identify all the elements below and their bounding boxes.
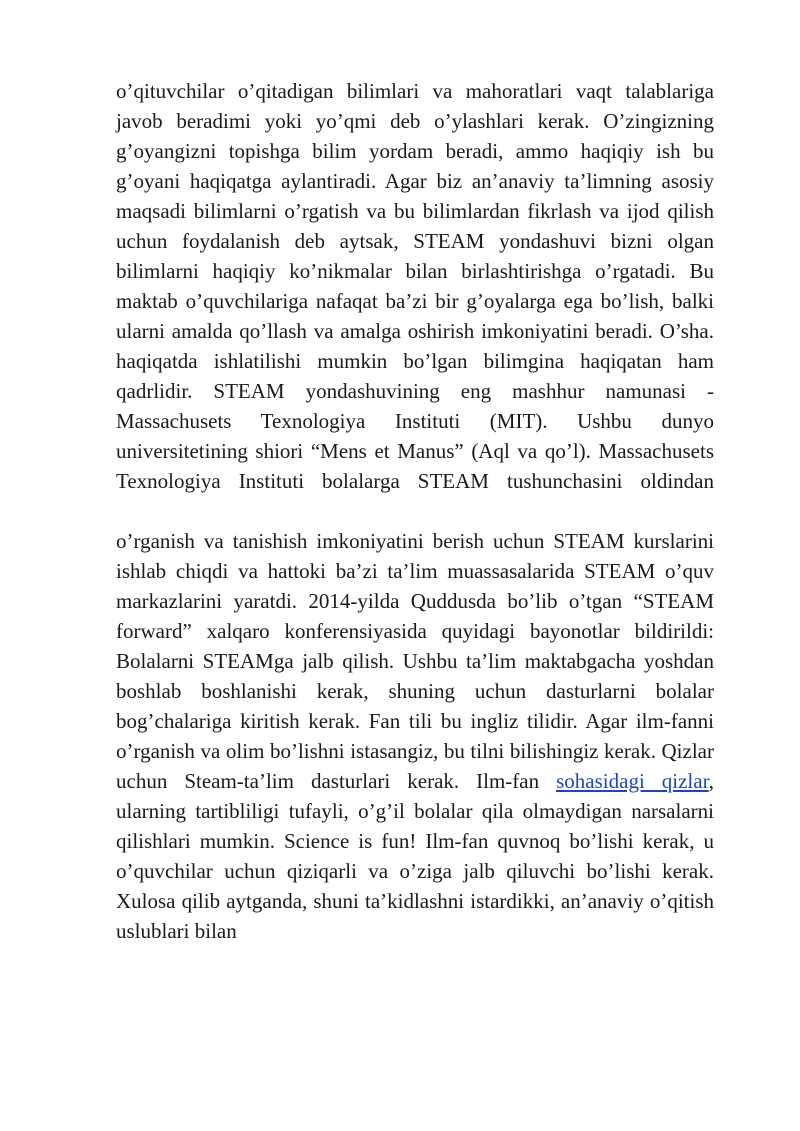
sohasidagi-qizlar-link[interactable]: sohasidagi qizlar [556,769,709,793]
paragraph-2-text-after-link: , ularning tartibliligi tufayli, o’g’il bolalar qila olmaydigan narsalarni qilishlari mumkin. Science is fun! Ilm-fan quvnoq bo’lishi kerak, u o’quvchilar uchun qiziqarli va o’ziga jalb qiluvchi bo’lishi kerak. Xulosa qilib aytganda, shuni ta’kidlashni istardikki, an’anaviy o’qitish uslublari bilan [116,769,714,943]
document-page [116,76,714,946]
paragraph-2-text-before-link: o’rganish va tanishish imkoniyatini berish uchun STEAM kurslarini ishlab chiqdi va hattoki ba’zi ta’lim muassasalarida STEAM o’quv markazlarini yaratdi. 2014-yilda Quddusda bo’lib o’tgan “STEAM forward” xalqaro konferensiyasida quyidagi bayonotlar bildirildi: Bolalarni STEAMga jalb qilish. Ushbu ta’lim maktabgacha yoshdan boshlab boshlanishi kerak, shuning uchun dasturlarni bolalar bog’chalariga kiritish kerak. Fan tili bu ingliz tilidir. Agar ilm-fanni o’rganish va olim bo’lishni istasangiz, bu tilni bilishingiz kerak. Qizlar uchun Steam-ta’lim dasturlari kerak. Ilm-fan [116,529,714,793]
paragraph-2 [116,526,714,946]
paragraph-1: o’qituvchilar o’qitadigan bilimlari va mahoratlari vaqt talablariga javob beradimi yoki yo’qmi deb o’ylashlari kerak. O’zingizning g’oyangizni topishga bilim yordam beradi, ammo haqiqiy ish bu g’oyani haqiqatga aylantiradi. Agar biz an’anaviy ta’limning asosiy maqsadi bilimlarni o’rgatish va bu bilimlardan fikrlash va ijod qilish uchun foydalanish deb aytsak, STEAM yondashuvi bizni olgan bilimlarni haqiqiy ko’nikmalar bilan birlashtirishga o’rgatadi. Bu maktab o’quvchilariga nafaqat ba’zi bir g’oyalarga ega bo’lish, balki ularni amalda qo’llash va amalga oshirish imkoniyatini beradi. O’sha. haqiqatda ishlatilishi mumkin bo’lgan bilimgina haqiqatan ham qadrlidir. STEAM yondashuvining eng mashhur namunasi - Massachusets Texnologiya Instituti (MIT). Ushbu dunyo universitetining shiori “Mens et Manus” (Aql va qo’l). Massachusets Texnologiya Instituti bolalarga STEAM tushunchasini oldindan [116,79,714,493]
